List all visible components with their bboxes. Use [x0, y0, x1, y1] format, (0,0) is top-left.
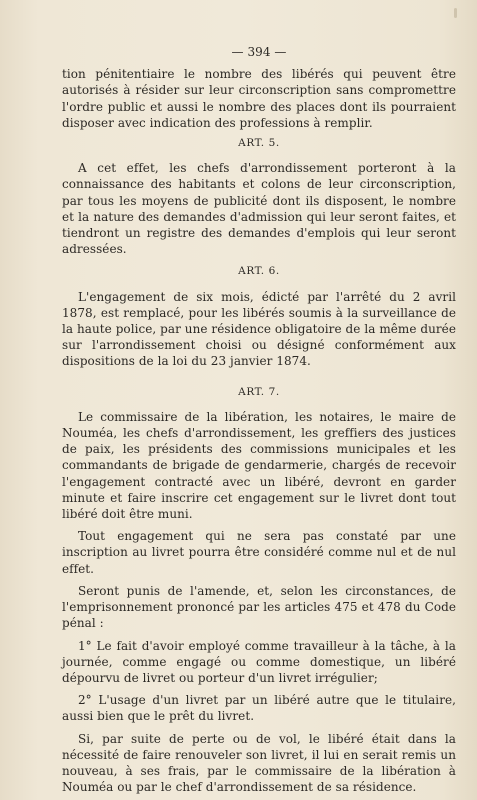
article-7-paragraph-3: Seront punis de l'amende, et, selon les circonstances, de l'emprisonnement prononcé par les articles 475 et 478 du Code pénal : — [62, 583, 456, 631]
article-7-item-2: 2° L'usage d'un livret par un libéré autre que le titulaire, aussi bien que le prêt du livret. — [62, 693, 456, 724]
article-7-paragraph-1: Le commissaire de la libération, les notaires, le maire de Nouméa, les chefs d'arrondissement, les greffiers des justices de paix, les présidents des commissions municipales et les commandants de brigade de gendarmerie, chargés de recevoir l'engagement contracté avec un libéré, devront en garder minute et faire inscrire cet engagement sur le livret dont tout libéré doit être muni. — [62, 409, 456, 522]
article-5-paragraph: A cet effet, les chefs d'arrondissement porteront à la connaissance des habitants et colons de leur circonscription, par tous les moyens de publicité dont ils disposent, le nombre et la nature des demandes d'admission qui leur seront faites, et tiendront un registre des demandes d'emplois qui leur seront adressées. — [62, 161, 456, 257]
paper-mark — [454, 8, 457, 18]
document-body — [62, 44, 456, 795]
article-7-item-1: 1° Le fait d'avoir employé comme travailleur à la tâche, à la journée, comme engagé ou comme domestique, un libéré dépourvu de livret ou porteur d'un livret irrégulier; — [62, 638, 456, 685]
article-6-heading: ART. 6. — [238, 265, 280, 278]
article-7-heading: ART. 7. — [238, 385, 280, 398]
intro-paragraph: tion pénitentiaire le nombre des libérés qui peuvent être autorisés à résider sur leur circonscription sans compromettre l'ordre public et aussi le nombre des places dont ils pourraient disposer avec indication des professions à remplir. — [62, 67, 456, 130]
page-number: — 394 — — [231, 45, 287, 59]
article-5-heading: ART. 5. — [238, 137, 280, 150]
article-7-paragraph-4: Si, par suite de perte ou de vol, le libéré était dans la nécessité de faire renouveler son livret, il lui en serait remis un nouveau, à ses frais, par le commissaire de la libération à Nouméa ou par le chef d'arrondissement de sa résidence. — [62, 731, 456, 795]
article-6-paragraph: L'engagement de six mois, édicté par l'arrêté du 2 avril 1878, est remplacé, pour les libérés soumis à la surveillance de la haute police, par une résidence obligatoire de la même durée sur l'arrondissement choisi ou désigné conformément aux dispositions de la loi du 23 janvier 1874. — [62, 289, 456, 369]
article-7-paragraph-2: Tout engagement qui ne sera pas constaté par une inscription au livret pourra être considéré comme nul et de nul effet. — [62, 529, 456, 576]
